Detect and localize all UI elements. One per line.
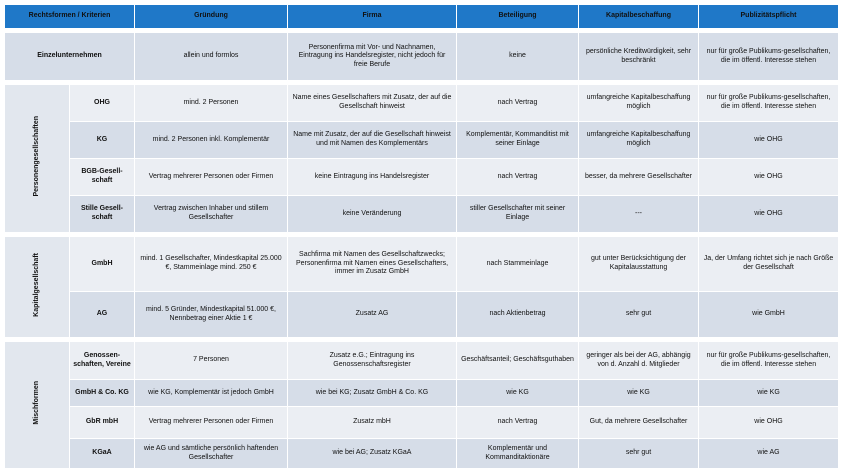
- row-genossenschaften: [5, 342, 839, 380]
- cell-publizitaet: wie AG: [699, 439, 839, 469]
- cell-gruendung: mind. 2 Personen inkl. Komplementär: [135, 122, 288, 159]
- row-label: GbR mbH: [70, 407, 135, 439]
- row-label: GmbH & Co. KG: [70, 380, 135, 407]
- group-label-personengesellschaften: Personengesellschaften: [5, 85, 70, 233]
- cell-gruendung: Vertrag zwischen Inhaber und stillem Gesellschafter: [135, 196, 288, 233]
- cell-publizitaet: wie OHG: [699, 159, 839, 196]
- header-row: [5, 5, 839, 29]
- row-label: OHG: [70, 85, 135, 122]
- row-label: BGB-Gesell-schaft: [70, 159, 135, 196]
- cell-firma: Zusatz mbH: [288, 407, 457, 439]
- row-gmbh: [5, 237, 839, 292]
- cell-firma: keine Veränderung: [288, 196, 457, 233]
- cell-kapitalbeschaffung: ---: [579, 196, 699, 233]
- row-ohg: [5, 85, 839, 122]
- header-rechtsformen: Rechtsformen / Kriterien: [5, 5, 135, 29]
- cell-publizitaet: nur für große Publikums-gesellschaften, die im öffentl. Interesse stehen: [699, 33, 839, 81]
- cell-firma: Sachfirma mit Namen des Gesellschaftzwecks; Personenfirma mit Namen eines Gesellschafters, immer im Zusatz GmbH: [288, 237, 457, 292]
- cell-gruendung: mind. 2 Personen: [135, 85, 288, 122]
- cell-beteiligung: Geschäftsanteil; Geschäftsguthaben: [457, 342, 579, 380]
- cell-gruendung: wie AG und sämtliche persönlich haftenden Gesellschafter: [135, 439, 288, 469]
- row-gmbh-co-kg: [5, 380, 839, 407]
- cell-gruendung: mind. 1 Gesellschafter, Mindestkapital 25.000 €, Stammeinlage mind. 250 €: [135, 237, 288, 292]
- cell-beteiligung: Komplementär, Kommanditist mit seiner Einlage: [457, 122, 579, 159]
- cell-gruendung: 7 Personen: [135, 342, 288, 380]
- header-publizitaetspflicht: Publizitätspflicht: [699, 5, 839, 29]
- cell-publizitaet: wie GmbH: [699, 292, 839, 338]
- row-label: GmbH: [70, 237, 135, 292]
- row-kgaa: [5, 439, 839, 469]
- cell-kapitalbeschaffung: gut unter Berücksichtigung der Kapitalausstattung: [579, 237, 699, 292]
- cell-firma: Zusatz e.G.; Eintragung ins Genossenschaftsregister: [288, 342, 457, 380]
- row-stille-gesellschaft: [5, 196, 839, 233]
- row-label: Stille Gesell-schaft: [70, 196, 135, 233]
- row-label: KGaA: [70, 439, 135, 469]
- cell-publizitaet: wie OHG: [699, 407, 839, 439]
- cell-kapitalbeschaffung: Gut, da mehrere Gesellschafter: [579, 407, 699, 439]
- cell-publizitaet: nur für große Publikums-gesellschaften, die im öffentl. Interesse stehen: [699, 342, 839, 380]
- header-firma: Firma: [288, 5, 457, 29]
- row-bgb-gesellschaft: [5, 159, 839, 196]
- cell-publizitaet: wie OHG: [699, 122, 839, 159]
- cell-kapitalbeschaffung: sehr gut: [579, 439, 699, 469]
- cell-beteiligung: Komplementär und Kommanditaktionäre: [457, 439, 579, 469]
- header-beteiligung: Beteiligung: [457, 5, 579, 29]
- cell-firma: Name mit Zusatz, der auf die Gesellschaft hinweist und mit Namen des Komplementärs: [288, 122, 457, 159]
- cell-beteiligung: keine: [457, 33, 579, 81]
- cell-gruendung: allein und formlos: [135, 33, 288, 81]
- cell-beteiligung: nach Aktienbetrag: [457, 292, 579, 338]
- cell-publizitaet: wie KG: [699, 380, 839, 407]
- cell-beteiligung: wie KG: [457, 380, 579, 407]
- cell-kapitalbeschaffung: sehr gut: [579, 292, 699, 338]
- cell-gruendung: Vertrag mehrerer Personen oder Firmen: [135, 159, 288, 196]
- row-kg: [5, 122, 839, 159]
- cell-beteiligung: nach Vertrag: [457, 407, 579, 439]
- cell-publizitaet: Ja, der Umfang richtet sich je nach Größe der Gesellschaft: [699, 237, 839, 292]
- cell-publizitaet: wie OHG: [699, 196, 839, 233]
- group-label-kapitalgesellschaft: Kapitalgesellschaft: [5, 237, 70, 338]
- cell-firma: Zusatz AG: [288, 292, 457, 338]
- cell-kapitalbeschaffung: geringer als bei der AG, abhängig von d. Anzahl d. Mitglieder: [579, 342, 699, 380]
- cell-kapitalbeschaffung: umfangreiche Kapitalbeschaffung möglich: [579, 122, 699, 159]
- row-gbr-mbh: [5, 407, 839, 439]
- cell-firma: wie bei AG; Zusatz KGaA: [288, 439, 457, 469]
- group-label-mischformen: Mischformen: [5, 342, 70, 469]
- cell-kapitalbeschaffung: umfangreiche Kapitalbeschaffung möglich: [579, 85, 699, 122]
- cell-gruendung: wie KG, Komplementär ist jedoch GmbH: [135, 380, 288, 407]
- cell-firma: Name eines Gesellschafters mit Zusatz, der auf die Gesellschaft hinweist: [288, 85, 457, 122]
- cell-gruendung: Vertrag mehrerer Personen oder Firmen: [135, 407, 288, 439]
- row-label: AG: [70, 292, 135, 338]
- cell-firma: Personenfirma mit Vor- und Nachnamen, Eintragung ins Handelsregister, nicht jedoch für freie Berufe: [288, 33, 457, 81]
- cell-kapitalbeschaffung: wie KG: [579, 380, 699, 407]
- cell-beteiligung: nach Stammeinlage: [457, 237, 579, 292]
- rechtsformen-table: [4, 4, 839, 469]
- row-ag: [5, 292, 839, 338]
- row-einzelunternehmen: [5, 33, 839, 81]
- header-gruendung: Gründung: [135, 5, 288, 29]
- cell-publizitaet: nur für große Publikums-gesellschaften, die im öffentl. Interesse stehen: [699, 85, 839, 122]
- cell-kapitalbeschaffung: persönliche Kreditwürdigkeit, sehr beschränkt: [579, 33, 699, 81]
- row-label: Einzelunternehmen: [5, 33, 135, 81]
- row-label: Genossen-schaften, Vereine: [70, 342, 135, 380]
- row-label: KG: [70, 122, 135, 159]
- cell-kapitalbeschaffung: besser, da mehrere Gesellschafter: [579, 159, 699, 196]
- cell-gruendung: mind. 5 Gründer, Mindestkapital 51.000 €, Nennbetrag einer Aktie 1 €: [135, 292, 288, 338]
- cell-firma: keine Eintragung ins Handelsregister: [288, 159, 457, 196]
- header-kapitalbeschaffung: Kapitalbeschaffung: [579, 5, 699, 29]
- cell-beteiligung: stiller Gesellschafter mit seiner Einlage: [457, 196, 579, 233]
- cell-beteiligung: nach Vertrag: [457, 85, 579, 122]
- cell-firma: wie bei KG; Zusatz GmbH & Co. KG: [288, 380, 457, 407]
- cell-beteiligung: nach Vertrag: [457, 159, 579, 196]
